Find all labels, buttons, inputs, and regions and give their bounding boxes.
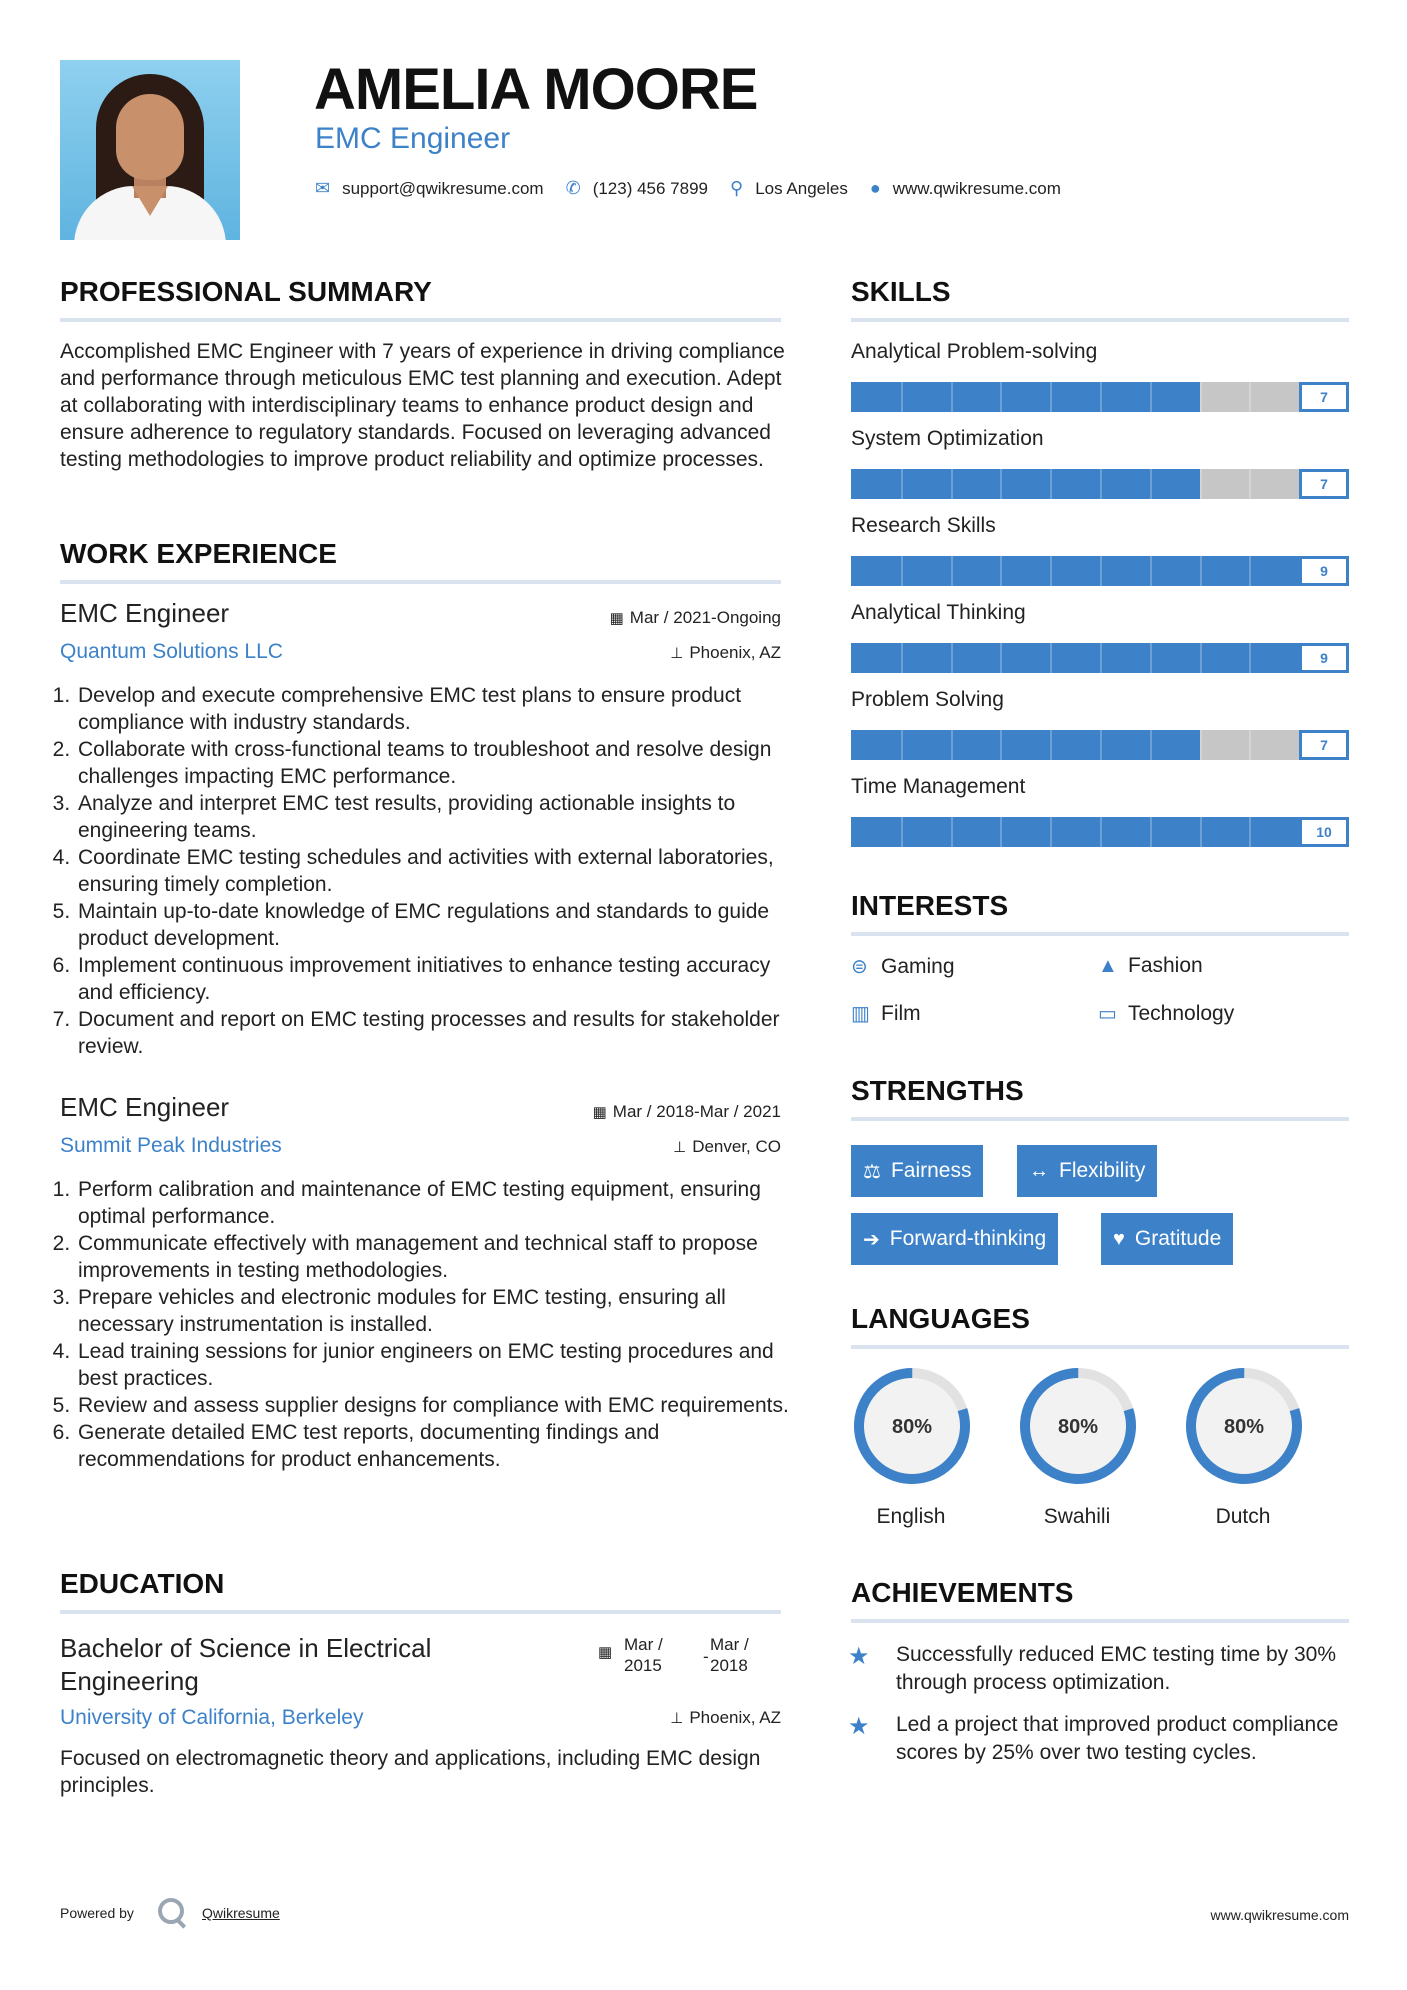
skill-bar-divider	[951, 817, 953, 847]
calendar-icon: ▦	[609, 610, 624, 627]
education-heading: EDUCATION	[60, 1568, 225, 1599]
strength-badge	[851, 1213, 1058, 1265]
education-location	[670, 1708, 781, 1728]
list-item: 2. Communicate effectively with management and technical staff to propose improvements in testing methodologies.	[76, 1230, 793, 1284]
contact-phone[interactable]: (123) 456 7899	[592, 178, 709, 198]
skill-bar-fill	[851, 730, 1200, 760]
job-title: EMC Engineer	[60, 598, 230, 628]
job-dates-text: Mar / 2021-Ongoing	[629, 608, 781, 627]
list-item: 4. Coordinate EMC testing schedules and activities with external laboratories, ensuring timely completion.	[76, 844, 793, 898]
skill-bar-divider	[1100, 382, 1102, 412]
skill-name: System Optimization	[851, 427, 1044, 450]
skill-bar-divider	[1249, 556, 1251, 586]
skills-heading: SKILLS	[851, 276, 951, 307]
skill-bar-divider	[1249, 382, 1251, 412]
pushpin-icon: ⊥	[673, 1139, 687, 1156]
gamepad-icon: ⊜	[851, 956, 868, 978]
list-item: 6. Implement continuous improvement initiatives to enhance testing accuracy and efficiency.	[76, 952, 793, 1006]
envelope-icon: ✉	[315, 178, 331, 198]
skill-bar-divider	[1000, 469, 1002, 499]
skill-level-badge: 9	[1299, 643, 1349, 673]
contact-email[interactable]: support@qwikresume.com	[342, 178, 544, 198]
skill-bar-divider	[901, 556, 903, 586]
skill-name: Time Management	[851, 775, 1026, 798]
skill-bar-divider	[1100, 556, 1102, 586]
skill-bar-divider	[1100, 817, 1102, 847]
skill-name: Research Skills	[851, 514, 996, 537]
skill-bar-divider	[1200, 817, 1202, 847]
skill-bar-fill	[851, 643, 1299, 673]
school-name: University of California, Berkeley	[60, 1706, 364, 1729]
skill-bar-divider	[951, 382, 953, 412]
list-item: 3. Analyze and interpret EMC test results, providing actionable insights to engineering teams.	[76, 790, 793, 844]
skill-bar-divider	[1050, 730, 1052, 760]
strength-badge	[1101, 1213, 1233, 1265]
summary-text: Accomplished EMC Engineer with 7 years of experience in driving compliance and performance through meticulous EMC test planning and execution. Adept at collaborating with interdisciplinary teams to enhance product design and ensure adherence to regulatory standards. Focused on leveraging advanced testing methodologies to improve product reliability and optimize processes.	[60, 340, 785, 471]
job-location-text: Denver, CO	[692, 1137, 781, 1156]
list-item: 5. Review and assess supplier designs for compliance with EMC requirements.	[76, 1392, 793, 1419]
achievement-text: Led a project that improved product compliance scores by 25% over two testing cycles.	[896, 1713, 1339, 1764]
education-end: Mar / 2018	[710, 1635, 749, 1675]
film-icon: ▥	[851, 1003, 870, 1025]
skill-bar-divider	[1150, 730, 1152, 760]
skill-level-badge: 7	[1299, 730, 1349, 760]
job-dates	[610, 608, 781, 628]
arrow-right-icon: ➔	[863, 1228, 880, 1251]
strength-label: Flexibility	[1059, 1159, 1146, 1182]
language-name: Swahili	[1043, 1505, 1111, 1528]
skill-bar-divider	[1150, 817, 1152, 847]
skill-bar-divider	[1050, 643, 1052, 673]
skill-bar-divider	[951, 469, 953, 499]
shopping-bag-icon: ▲	[1098, 954, 1118, 977]
strength-label: Forward-thinking	[889, 1227, 1047, 1250]
summary-heading: PROFESSIONAL SUMMARY	[60, 276, 432, 307]
degree-title: Bachelor of Science in Electrical Engineering	[60, 1633, 432, 1696]
language-item	[1183, 1365, 1303, 1529]
calendar-icon: ▦	[592, 1104, 607, 1121]
list-item: 7. Document and report on EMC testing processes and results for stakeholder review.	[76, 1006, 793, 1060]
skill-bar-divider	[1200, 730, 1202, 760]
skill-bar	[851, 556, 1349, 586]
skill-bar-divider	[901, 730, 903, 760]
map-pin-icon: ⚲	[730, 178, 744, 198]
skill-bar-divider	[1050, 817, 1052, 847]
footer-website[interactable]: www.qwikresume.com	[1210, 1907, 1349, 1923]
list-item: 5. Maintain up-to-date knowledge of EMC regulations and standards to guide product development.	[76, 898, 793, 952]
skill-bar-divider	[1150, 469, 1152, 499]
skill-bar-divider	[1100, 643, 1102, 673]
contact-bar	[315, 178, 1083, 199]
achievement-text: Successfully reduced EMC testing time by 30% through process optimization.	[896, 1643, 1337, 1694]
list-item: 1. Develop and execute comprehensive EMC test plans to ensure product compliance with industry standards.	[76, 682, 793, 736]
skill-bar-divider	[901, 469, 903, 499]
skill-name: Analytical Thinking	[851, 601, 1026, 624]
contact-website[interactable]: www.qwikresume.com	[892, 178, 1061, 198]
strengths-divider	[851, 1117, 1349, 1121]
brand-link[interactable]: Qwikresume	[202, 1905, 280, 1921]
star-icon: ★	[848, 1643, 870, 1670]
skill-bar	[851, 469, 1349, 499]
candidate-title: EMC Engineer	[315, 122, 511, 155]
skill-level-badge: 7	[1299, 469, 1349, 499]
education-description: Focused on electromagnetic theory and applications, including EMC design principles.	[60, 1747, 761, 1797]
skill-bar-divider	[1000, 730, 1002, 760]
interest-item	[1098, 954, 1203, 978]
job-company: Quantum Solutions LLC	[60, 640, 283, 663]
job-title: EMC Engineer	[60, 1092, 230, 1122]
skill-bar-divider	[1000, 643, 1002, 673]
languages-divider	[851, 1345, 1349, 1349]
skill-bar-fill	[851, 469, 1200, 499]
interest-item	[851, 1001, 921, 1026]
skill-level-badge: 7	[1299, 382, 1349, 412]
language-ring	[851, 1365, 973, 1487]
experience-heading: WORK EXPERIENCE	[60, 538, 337, 569]
skill-name: Analytical Problem-solving	[851, 340, 1098, 363]
education-location-text: Phoenix, AZ	[689, 1708, 781, 1727]
language-item	[851, 1365, 971, 1529]
skill-bar-divider	[1150, 382, 1152, 412]
skill-name: Problem Solving	[851, 688, 1004, 711]
skill-bar-divider	[1249, 730, 1251, 760]
job-company: Summit Peak Industries	[60, 1134, 282, 1157]
skill-bar-divider	[901, 643, 903, 673]
globe-icon: ●	[869, 178, 881, 198]
skill-bar	[851, 730, 1349, 760]
experience-divider	[60, 580, 781, 584]
strength-badge	[851, 1145, 983, 1197]
list-item: 6. Generate detailed EMC test reports, documenting findings and recommendations for product enhancements.	[76, 1419, 793, 1473]
education-dash: -	[703, 1647, 709, 1666]
skill-bar-divider	[1000, 556, 1002, 586]
strength-badge	[1017, 1145, 1157, 1197]
strength-label: Gratitude	[1134, 1227, 1222, 1250]
list-item: 1. Perform calibration and maintenance of EMC testing equipment, ensuring optimal performance.	[76, 1176, 793, 1230]
balance-scale-icon: ⚖	[863, 1160, 881, 1183]
achievement-item	[848, 1711, 1346, 1767]
skill-bar-divider	[951, 643, 953, 673]
job-dates-text: Mar / 2018-Mar / 2021	[612, 1102, 781, 1121]
skill-bar-divider	[1200, 643, 1202, 673]
language-percent: 80%	[1223, 1416, 1265, 1438]
star-icon: ★	[848, 1713, 870, 1740]
list-item: 4. Lead training sessions for junior engineers on EMC testing procedures and best practices.	[76, 1338, 793, 1392]
skill-bar-divider	[951, 556, 953, 586]
achievements-divider	[851, 1619, 1349, 1623]
skill-bar-divider	[1100, 469, 1102, 499]
profile-photo	[60, 60, 240, 240]
job-location	[673, 1137, 781, 1157]
achievements-heading: ACHIEVEMENTS	[851, 1577, 1074, 1608]
languages-heading: LANGUAGES	[851, 1303, 1030, 1334]
skills-divider	[851, 318, 1349, 322]
language-percent: 80%	[891, 1416, 933, 1438]
skill-bar-divider	[1050, 382, 1052, 412]
skill-bar-divider	[1249, 469, 1251, 499]
list-item: 2. Collaborate with cross-functional teams to troubleshoot and resolve design challenges impacting EMC performance.	[76, 736, 793, 790]
language-item	[1017, 1365, 1137, 1529]
language-ring	[1017, 1365, 1139, 1487]
skill-bar	[851, 382, 1349, 412]
skill-bar-divider	[1050, 556, 1052, 586]
skill-bar-divider	[1249, 817, 1251, 847]
skill-bar-fill	[851, 382, 1200, 412]
qwikresume-logo	[158, 1898, 184, 1924]
contact-location: Los Angeles	[755, 178, 848, 198]
skill-bar-divider	[1100, 730, 1102, 760]
language-percent: 80%	[1057, 1416, 1099, 1438]
skill-bar-divider	[1200, 556, 1202, 586]
skill-level-badge: 10	[1299, 817, 1349, 847]
interest-label: Gaming	[881, 954, 955, 978]
skill-bar	[851, 643, 1349, 673]
calendar-icon: ▦	[598, 1644, 613, 1661]
skill-bar-divider	[1050, 469, 1052, 499]
skill-bar-divider	[1000, 817, 1002, 847]
pushpin-icon: ⊥	[670, 1710, 684, 1727]
powered-by-label: Powered by	[60, 1905, 134, 1921]
interest-label: Film	[881, 1001, 921, 1025]
skill-bar-divider	[1249, 643, 1251, 673]
job-1-responsibilities	[58, 682, 793, 1060]
job-2-responsibilities	[58, 1176, 793, 1473]
interest-label: Technology	[1128, 1001, 1235, 1025]
interest-item	[1098, 1001, 1234, 1026]
list-item: 3. Prepare vehicles and electronic modules for EMC testing, ensuring all necessary instrumentation is installed.	[76, 1284, 793, 1338]
skill-bar-divider	[901, 817, 903, 847]
skill-bar-divider	[1000, 382, 1002, 412]
skill-bar-divider	[1150, 643, 1152, 673]
skill-level-badge: 9	[1299, 556, 1349, 586]
achievement-item	[848, 1641, 1346, 1697]
education-start: Mar / 2015	[624, 1635, 663, 1675]
language-name: Dutch	[1215, 1505, 1271, 1528]
education-divider	[60, 1610, 781, 1614]
strength-label: Fairness	[890, 1159, 972, 1182]
skill-bar-divider	[951, 730, 953, 760]
skill-bar-divider	[1200, 469, 1202, 499]
interests-heading: INTERESTS	[851, 890, 1009, 921]
interests-divider	[851, 932, 1349, 936]
interest-item	[851, 954, 955, 979]
skill-bar-divider	[1150, 556, 1152, 586]
skill-bar-fill	[851, 556, 1299, 586]
heart-icon: ♥	[1113, 1227, 1125, 1250]
skill-bar-divider	[1200, 382, 1202, 412]
arrows-horizontal-icon: ↔	[1029, 1159, 1049, 1182]
laptop-icon: ▭	[1098, 1003, 1117, 1025]
language-ring	[1183, 1365, 1305, 1487]
skill-bar-divider	[901, 382, 903, 412]
phone-icon: ✆	[565, 178, 581, 198]
language-name: English	[876, 1505, 946, 1528]
job-location	[670, 643, 781, 663]
summary-divider	[60, 318, 781, 322]
strengths-heading: STRENGTHS	[851, 1075, 1024, 1106]
job-dates	[593, 1102, 781, 1122]
job-location-text: Phoenix, AZ	[689, 643, 781, 662]
skill-bar	[851, 817, 1349, 847]
interest-label: Fashion	[1128, 954, 1203, 977]
candidate-name: AMELIA MOORE	[314, 57, 758, 122]
pushpin-icon: ⊥	[670, 645, 684, 662]
